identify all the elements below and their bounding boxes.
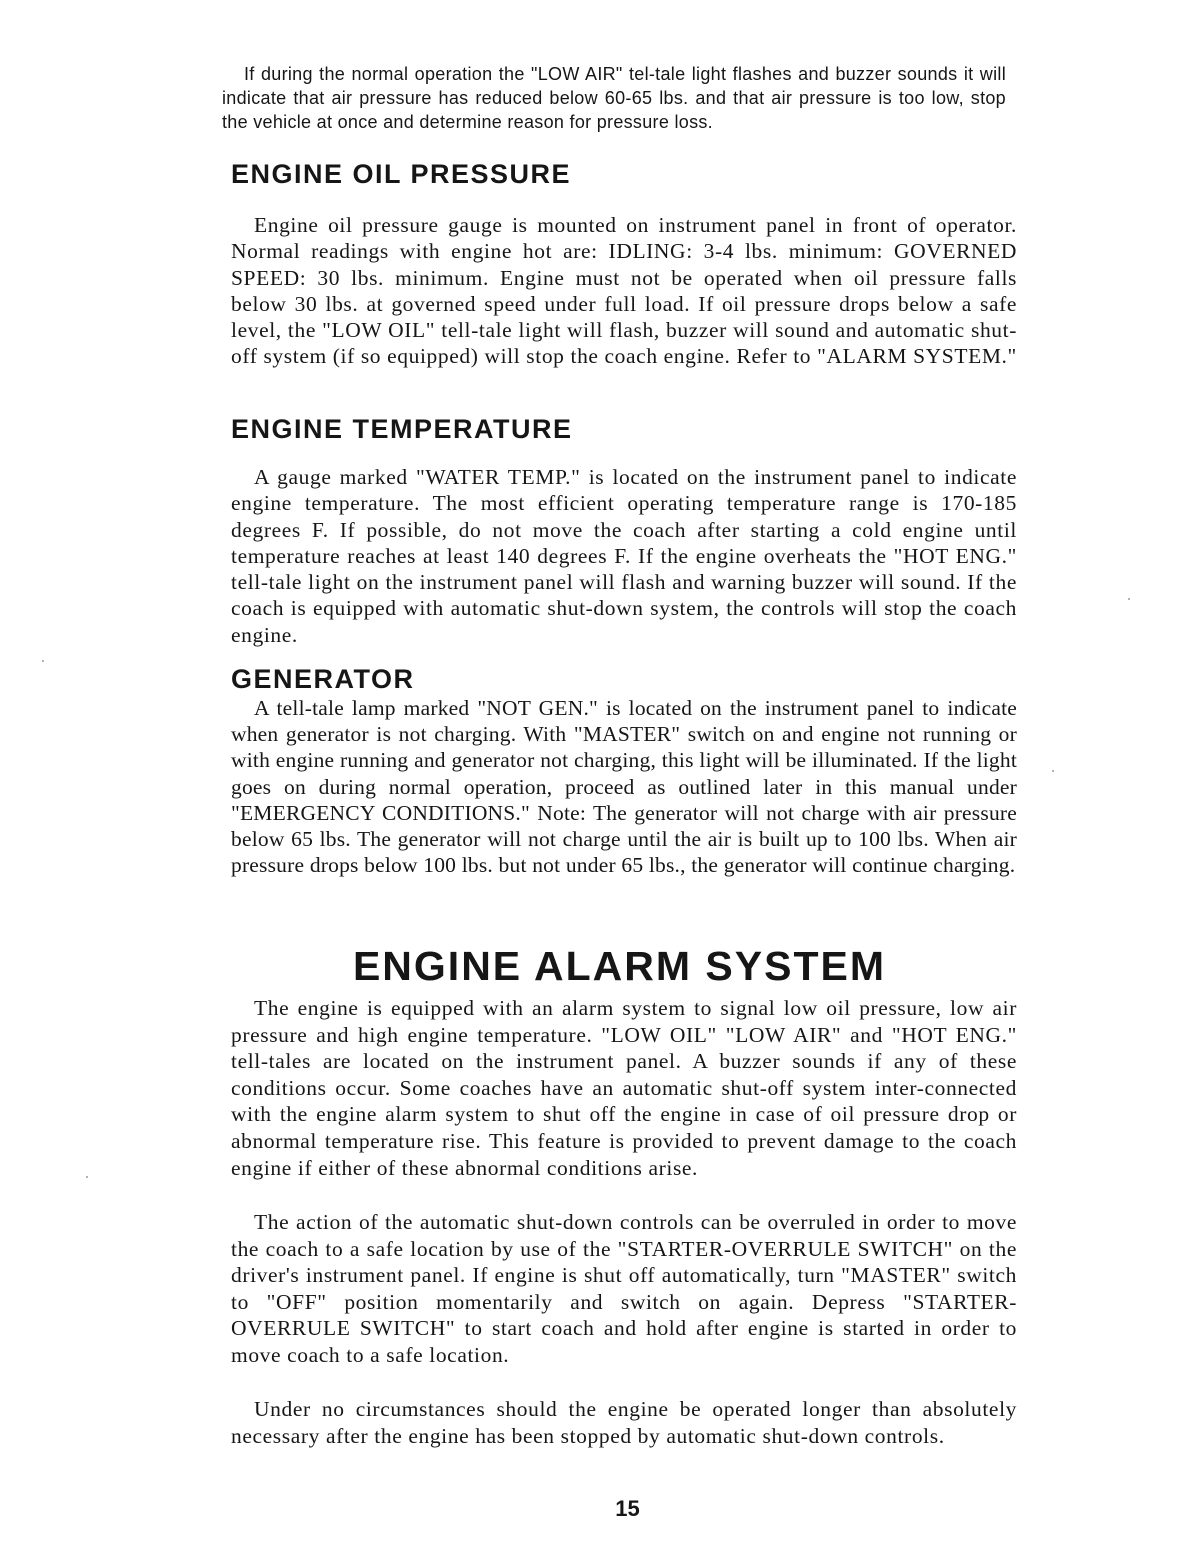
- temperature-heading: ENGINE TEMPERATURE: [231, 414, 573, 444]
- temperature-paragraph: A gauge marked "WATER TEMP." is located on the instrument panel to indicate engine temperature. The most efficient operating temperature range is 170-185 degrees F. If possible, do not move the coach after starting a cold engine until temperature reaches at least 140 degrees F. If the engine overheats the "HOT ENG." tell-tale light on the instrument panel will flash and warning buzzer will sound. If the coach is equipped with automatic shut-down system, the controls will stop the coach engine.: [231, 465, 1017, 647]
- alarm-paragraph-3: Under no circumstances should the engine be operated longer than absolutely necessary after the engine has been stopped by automatic shut-down controls.: [231, 1397, 1017, 1448]
- scan-speck: [1128, 598, 1130, 600]
- scan-speck: [1052, 770, 1054, 772]
- generator-heading: GENERATOR: [231, 664, 415, 694]
- alarm-paragraph-2: The action of the automatic shut-down controls can be overruled in order to move the coach to a safe location by use of the "STARTER-OVERRULE SWITCH" on the driver's instrument panel. If engine is shut off automatically, turn "MASTER" switch to "OFF" position momentarily and switch on again. Depress "STARTER-OVERRULE SWITCH" to start coach and hold after engine is started in order to move coach to a safe location.: [231, 1210, 1017, 1367]
- scan-speck: [86, 1176, 88, 1178]
- alarm-paragraph-1: The engine is equipped with an alarm system to signal low oil pressure, low air pressure and high engine temperature. "LOW OIL" "LOW AIR" and "HOT ENG." tell-tales are located on the instrument panel. A buzzer sounds if any of these conditions occur. Some coaches have an automatic shut-off system inter-connected with the engine alarm system to shut off the engine in case of oil pressure drop or abnormal temperature rise. This feature is provided to prevent damage to the coach engine if either of these abnormal conditions arise.: [231, 996, 1017, 1180]
- alarm-system-heading: ENGINE ALARM SYSTEM: [352, 943, 887, 989]
- oil-pressure-heading: ENGINE OIL PRESSURE: [231, 159, 572, 189]
- oil-pressure-paragraph: Engine oil pressure gauge is mounted on instrument panel in front of operator. Normal readings with engine hot are: IDLING: 3-4 lbs. minimum: GOVERNED SPEED: 30 lbs. minimum. Engine must not be operated when oil pressure falls below 30 lbs. at governed speed under full load. If oil pressure drops below a safe level, the "LOW OIL" tell-tale light will flash, buzzer will sound and automatic shut-off system (if so equipped) will stop the coach engine. Refer to "ALARM SYSTEM.": [231, 213, 1017, 369]
- scan-speck: [42, 660, 44, 662]
- intro-paragraph: If during the normal operation the "LOW AIR" tel-tale light flashes and buzzer sounds it will indicate that air pressure has reduced below 60-65 lbs. and that air pressure is too low, stop the vehicle at once and determine reason for pressure loss.: [222, 64, 1006, 132]
- generator-paragraph: A tell-tale lamp marked "NOT GEN." is located on the instrument panel to indicate when generator is not charging. With "MASTER" switch on and engine not running or with engine running and generator not charging, this light will be illuminated. If the light goes on during normal operation, proceed as outlined later in this manual under "EMERGENCY CONDITIONS." Note: The generator will not charge with air pressure below 65 lbs. The generator will not charge until the air is built up to 100 lbs. When air pressure drops below 100 lbs. but not under 65 lbs., the generator will continue charging.: [231, 696, 1017, 878]
- page-number: 15: [615, 1496, 640, 1521]
